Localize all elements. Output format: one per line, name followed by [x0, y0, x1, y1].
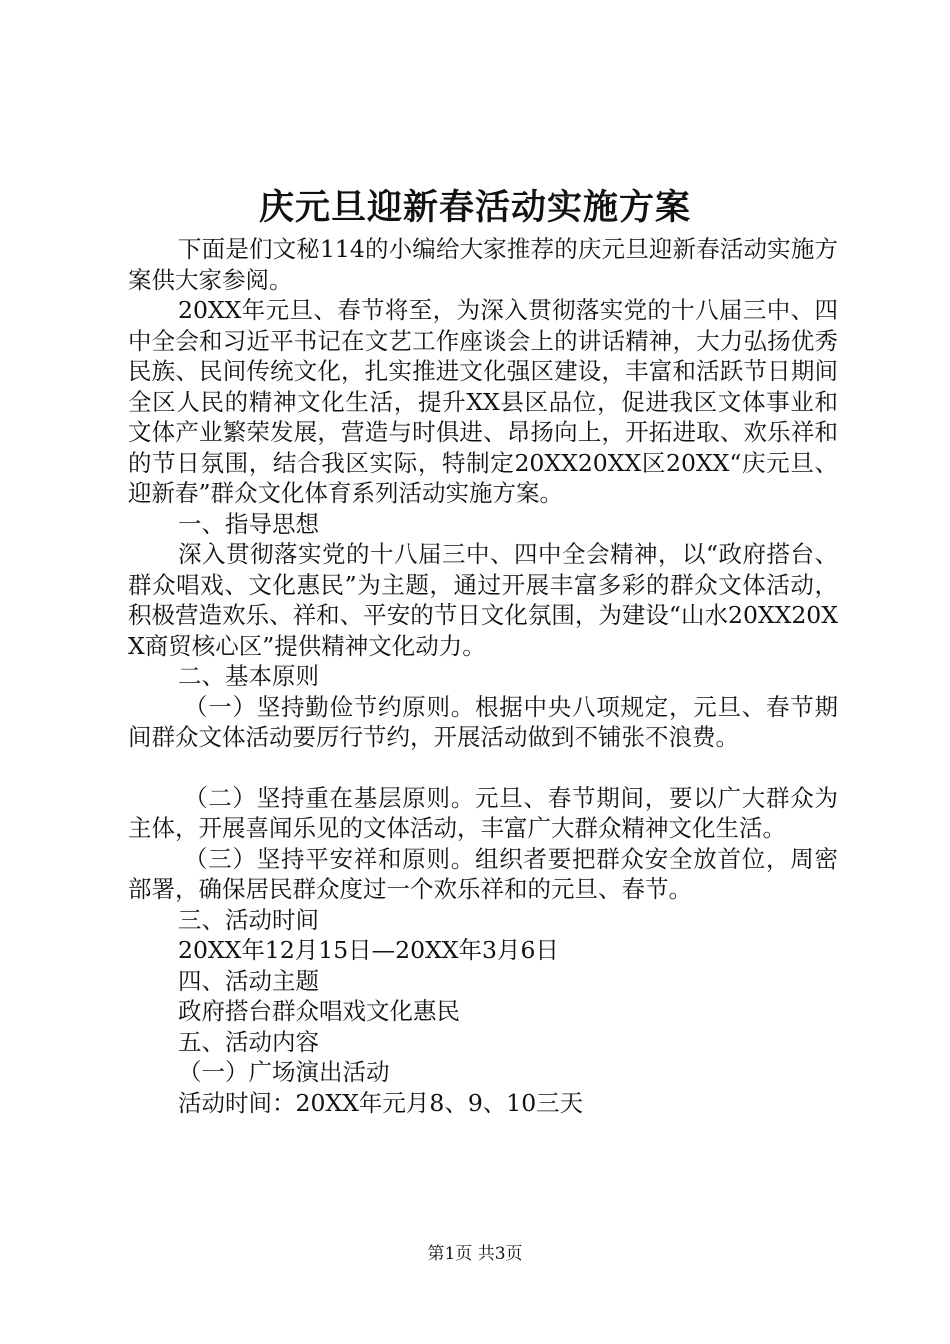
paragraph-intro: 下面是们文秘114的小编给大家推荐的庆元旦迎新春活动实施方案供大家参阅。	[128, 235, 838, 294]
section-heading-activity-theme: 四、活动主题	[178, 966, 319, 995]
paragraph-activity-time: 20XX年12月15日—20XX年3月6日	[178, 936, 559, 964]
paragraph-principle-2: （二）坚持重在基层原则。元旦、春节期间，要以广大群众为主体，开展喜闻乐见的文体活动，丰富广大群众精神文化生活。	[128, 783, 838, 842]
document-body	[128, 234, 838, 1118]
paragraph-performance-time: 活动时间：20XX年元月8、9、10三天	[178, 1088, 584, 1117]
paragraph-principle-1: （一）坚持勤俭节约原则。根据中央八项规定，元旦、春节期间群众文体活动要厉行节约，开展活动做到不铺张不浪费。	[128, 692, 838, 751]
section-heading-guiding-ideology: 一、指导思想	[178, 509, 319, 538]
section-heading-basic-principles: 二、基本原则	[178, 662, 319, 690]
paragraph-principle-3: （三）坚持平安祥和原则。组织者要把群众安全放首位，周密部署，确保居民群众度过一个欢乐祥和的元旦、春节。	[128, 844, 838, 903]
subheading-square-performance: （一）广场演出活动	[178, 1058, 390, 1086]
paragraph-activity-theme: 政府搭台群众唱戏文化惠民	[178, 997, 460, 1025]
paragraph-background: 20XX年元旦、春节将至，为深入贯彻落实党的十八届三中、四中全会和习近平书记在文艺工作座谈会上的讲话精神，大力弘扬优秀民族、民间传统文化，扎实推进文化强区建设，丰富和活跃节日期间全区人民的精神文化生活，提升XX县区品位，促进我区文体事业和文体产业繁荣发展，营造与时俱进、昂扬向上，开拓进取、欢乐祥和的节日氛围，结合我区实际，特制定20XX20XX区20XX“庆元旦、迎新春”群众文化体育系列活动实施方案。	[128, 296, 838, 507]
paragraph-guiding-ideology: 深入贯彻落实党的十八届三中、四中全会精神，以“政府搭台、群众唱戏、文化惠民”为主题，通过开展丰富多彩的群众文体活动，积极营造欢乐、祥和、平安的节日文化氛围，为建设“山水20XX20XX商贸核心区”提供精神文化动力。	[128, 540, 838, 660]
section-heading-activity-time: 三、活动时间	[178, 905, 319, 934]
page-footer: 第1页 共3页	[427, 1244, 523, 1264]
document-title: 庆元旦迎新春活动实施方案	[258, 187, 691, 228]
section-heading-activity-content: 五、活动内容	[178, 1027, 319, 1056]
